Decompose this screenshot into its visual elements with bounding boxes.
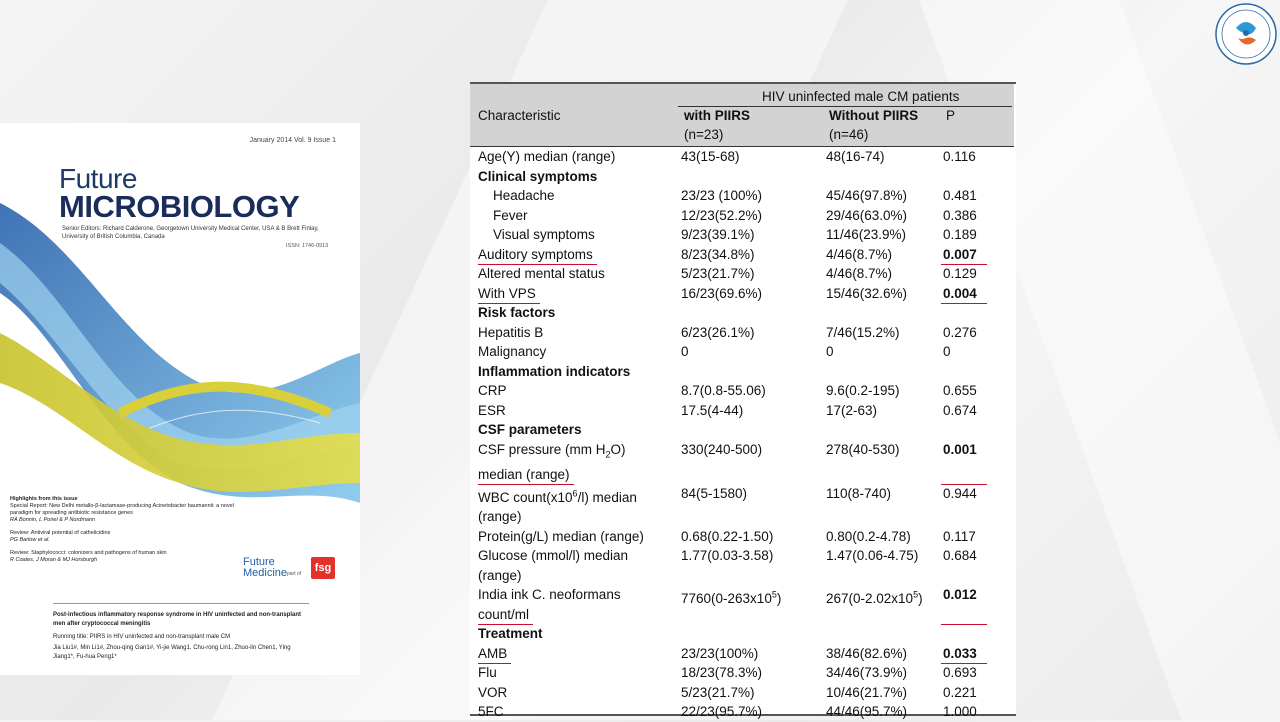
- p-value: 0.944: [943, 486, 977, 502]
- without-value: [826, 420, 943, 440]
- with-value: [681, 420, 826, 440]
- row-label: AMB: [478, 645, 508, 661]
- significance-underline: [941, 264, 987, 265]
- p-value: 0.117: [943, 528, 976, 544]
- table-row: [478, 284, 1008, 304]
- row-label: Malignancy: [478, 344, 547, 359]
- without-value: 15/46(32.6%): [826, 285, 908, 301]
- p-value: 0.655: [943, 383, 977, 398]
- without-value: 11/46(23.9%): [826, 227, 907, 242]
- with-value: 23/23(100%): [681, 645, 759, 661]
- with-value: 6/23(26.1%): [681, 324, 755, 340]
- without-value: 0.80(0.2-4.78): [826, 528, 911, 544]
- without-value: 29/46(63.0%): [826, 207, 908, 223]
- with-value: 8.7(0.8-55.06): [681, 383, 766, 398]
- row-label: CSF pressure (mm $H_2O$) median (range): [478, 441, 626, 482]
- row-label: CSF parameters: [478, 422, 582, 437]
- p-value: 0.033: [943, 645, 977, 661]
- journal-cover: [0, 123, 360, 675]
- p-value: 0.276: [943, 324, 977, 340]
- row-label: India ink C. neoformans count/ml: [478, 587, 621, 622]
- with-value: 8/23(34.8%): [681, 246, 755, 262]
- row-label: VOR: [478, 684, 508, 700]
- running-title: Running title: PIIRS in HIV uninfected and non-transplant male CM: [53, 634, 231, 640]
- row-label: Visual symptoms: [493, 227, 595, 242]
- significance-underline: [478, 303, 540, 304]
- cover-title-microbiology: MICROBIOLOGY: [59, 189, 300, 224]
- paper-info: [53, 611, 308, 662]
- row-label: Hepatitis B: [478, 324, 544, 340]
- table-row: [478, 663, 1008, 683]
- row-label: Risk factors: [478, 305, 556, 320]
- publisher-logo: Future Medicine: [243, 556, 288, 579]
- row-label: Headache: [493, 188, 555, 203]
- highlights-heading: Highlights from this issue: [10, 496, 78, 502]
- p-value: 0.001: [943, 441, 977, 457]
- with-value: 16/23(69.6%): [681, 285, 763, 301]
- with-value: 330(240-500): [681, 441, 763, 457]
- with-value: [681, 362, 826, 382]
- table-section-row: [478, 362, 1008, 382]
- row-label: Fever: [493, 207, 528, 223]
- without-value: 0: [826, 344, 834, 359]
- table-section-row: [478, 167, 1008, 187]
- with-value: 0.68(0.22-1.50): [681, 528, 774, 544]
- significance-underline: [941, 303, 987, 304]
- p-value: 0.129: [943, 266, 977, 281]
- p-value: 0: [943, 344, 951, 359]
- without-value: 17(2-63): [826, 402, 878, 418]
- table-section-row: [478, 303, 1008, 323]
- row-label: Treatment: [478, 626, 543, 642]
- p-value: [943, 362, 1008, 382]
- without-value: 45/46(97.8%): [826, 188, 908, 203]
- with-value: 23/23 (100%): [681, 188, 763, 203]
- row-label: Protein(g/L) median (range): [478, 528, 644, 544]
- table-row: [478, 206, 1008, 226]
- col-without-piirs: Without PIIRS: [829, 108, 919, 123]
- table-row: [478, 527, 1008, 547]
- col-without-n: (n=46): [829, 127, 869, 142]
- cover-issue: January 2014 Vol. 9 Issue 1: [249, 137, 336, 144]
- p-value: 0.007: [943, 246, 977, 262]
- table-row: [478, 683, 1008, 703]
- significance-underline: [478, 484, 574, 485]
- table-row: [478, 147, 1008, 167]
- table-row: [478, 225, 1008, 245]
- col-with-n: (n=23): [684, 127, 724, 142]
- p-value: 0.012: [943, 587, 977, 603]
- highlight-authors: RA Bonnin, L Poirel & P Nordmann: [10, 517, 96, 523]
- row-label: ESR: [478, 402, 506, 418]
- p-value: [943, 167, 1008, 187]
- with-value: 84(5-1580): [681, 486, 748, 502]
- table-row: [478, 323, 1008, 343]
- significance-underline: [941, 663, 987, 664]
- row-label: WBC $count(x10^6/l)$ median (range): [478, 488, 637, 525]
- with-value: 1.77(0.03-3.58): [681, 548, 774, 564]
- p-value: [943, 303, 1008, 323]
- row-label: Inflammation indicators: [478, 363, 631, 379]
- without-value: 44/46(95.7%): [826, 704, 908, 720]
- with-value: 18/23(78.3%): [681, 665, 763, 681]
- col-with-piirs: with PIIRS: [684, 108, 751, 123]
- p-value: 0.221: [943, 684, 977, 700]
- with-value: 5/23(21.7%): [681, 684, 755, 700]
- row-label: Glucose (mmol/l) median (range): [478, 548, 629, 583]
- table-section-row: [478, 624, 1008, 644]
- p-value: 0.004: [943, 285, 977, 301]
- with-value: [681, 167, 826, 187]
- without-value: 34/46(73.9%): [826, 665, 908, 681]
- p-value: [943, 420, 1008, 440]
- highlight-item: Review: Staphylococci: colonizers and pathogens of human skin: [10, 550, 167, 556]
- with-value: $7760(0-263x10^5)$: [681, 589, 782, 606]
- with-value: 5/23(21.7%): [681, 266, 755, 281]
- table-section-row: [478, 420, 1008, 440]
- with-value: 17.5(4-44): [681, 402, 744, 418]
- cover-editors: Senior Editors: Richard Calderone, Georgetown University Medical Center, USA & B Brett Finlay, University of British Columbia, Canada: [62, 226, 319, 240]
- p-value: 1.000: [943, 704, 977, 720]
- row-label: Age(Y) median (range): [478, 149, 616, 164]
- significance-underline: [941, 484, 987, 485]
- results-table: [478, 147, 1008, 722]
- paper-authors: Jia Liu1#, Min Li1#, Zhou-qing Gan1#, Yi-jie Wang1, Chu-rong Lin1, Zhuo-lin Chen1, Ying Jiang1*, Fu-hua Peng1*: [53, 645, 291, 660]
- p-value: 0.481: [943, 188, 977, 203]
- without-value: 7/46(15.2%): [826, 324, 900, 340]
- highlight-authors: PG Barlow et al.: [10, 537, 50, 543]
- p-value: 0.674: [943, 402, 977, 418]
- col-characteristic: Characteristic: [478, 108, 561, 123]
- row-label: Clinical symptoms: [478, 168, 598, 184]
- results-table-panel: [470, 82, 1016, 720]
- without-value: 1.47(0.06-4.75): [826, 548, 919, 564]
- without-value: 278(40-530): [826, 441, 900, 457]
- p-value: 0.693: [943, 665, 977, 681]
- table-row: [478, 264, 1008, 284]
- without-value: 4/46(8.7%): [826, 266, 893, 281]
- significance-underline: [941, 624, 987, 625]
- without-value: [826, 362, 943, 382]
- with-value: 22/23(95.7%): [681, 704, 763, 720]
- without-value: 48(16-74): [826, 149, 885, 164]
- highlight-item: Special Report: New Delhi metallo-β-lactamase-producing Acinetobacter baumannii: a novel paradigm for spreading antibiotic resistance genes: [10, 503, 234, 516]
- cover-divider: [53, 603, 309, 604]
- table-header: [470, 84, 1014, 147]
- with-value: 9/23(39.1%): [681, 227, 755, 242]
- table-row: [478, 245, 1008, 265]
- row-label: With VPS: [478, 285, 536, 301]
- without-value: [826, 303, 943, 323]
- highlight-item: Review: Antiviral potential of cathelicidins: [10, 530, 111, 536]
- table-row: [478, 484, 1008, 527]
- row-label: CRP: [478, 383, 507, 398]
- paper-title: Post-infectious inflammatory response syndrome in HIV uninfected and non-transplant men after cryptococcal meningitis: [53, 612, 302, 627]
- with-value: [681, 624, 826, 644]
- fsg-badge: fsg: [311, 557, 335, 579]
- with-value: 12/23(52.2%): [681, 207, 763, 223]
- without-value: 9.6(0.2-195): [826, 383, 900, 398]
- table-row: [478, 702, 1008, 722]
- row-label: Altered mental status: [478, 266, 605, 281]
- table-row: [478, 440, 1008, 485]
- table-row: [478, 381, 1008, 401]
- highlight-authors: R Coates, J Moran & MJ Horsburgh: [10, 557, 98, 563]
- table-row: [478, 342, 1008, 362]
- without-value: 38/46(82.6%): [826, 645, 908, 661]
- with-value: [681, 303, 826, 323]
- without-value: 110(8-740): [826, 486, 892, 502]
- row-label: 5FC: [478, 704, 504, 720]
- table-row: [478, 546, 1008, 585]
- without-value: 10/46(21.7%): [826, 684, 908, 700]
- row-label: Flu: [478, 665, 497, 681]
- with-value: 43(15-68): [681, 149, 740, 164]
- group-header: HIV uninfected male CM patients: [762, 89, 960, 104]
- row-label: Auditory symptoms: [478, 246, 593, 262]
- table-row: [478, 644, 1008, 664]
- table-row: [478, 585, 1008, 624]
- p-value: 0.116: [943, 149, 976, 164]
- with-value: 0: [681, 344, 689, 359]
- col-p: P: [946, 108, 956, 123]
- significance-underline: [478, 663, 511, 664]
- significance-underline: [478, 624, 533, 625]
- p-value: 0.189: [943, 227, 977, 242]
- group-header-rule: [678, 106, 1012, 107]
- publisher-part-of: part of: [287, 571, 302, 577]
- hospital-emblem-icon: [1214, 2, 1278, 66]
- p-value: 0.386: [943, 207, 977, 223]
- without-value: [826, 167, 943, 187]
- cover-title-future: Future: [59, 163, 137, 194]
- p-value: [943, 624, 1008, 644]
- without-value: 4/46(8.7%): [826, 246, 893, 262]
- cover-highlights: [10, 496, 240, 564]
- table-row: [478, 401, 1008, 421]
- p-value: 0.684: [943, 548, 977, 564]
- cover-issn: ISSN: 1746-0913: [286, 243, 329, 249]
- without-value: $267(0-2.02x10^5)$: [826, 589, 923, 606]
- significance-underline: [478, 264, 597, 265]
- table-row: [478, 186, 1008, 206]
- without-value: [826, 624, 943, 644]
